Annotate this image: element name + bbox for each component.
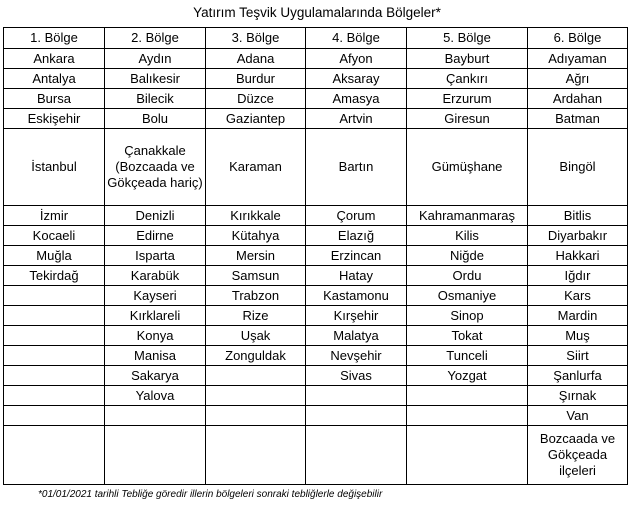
table-row bbox=[4, 426, 628, 485]
table-cell: Çankırı bbox=[407, 69, 528, 89]
header-region-4: 4. Bölge bbox=[306, 28, 407, 49]
table-cell: Kars bbox=[528, 286, 628, 306]
table-cell: Karaman bbox=[206, 129, 306, 206]
table-row bbox=[4, 129, 628, 206]
table-header bbox=[4, 28, 628, 49]
table-cell: Zonguldak bbox=[206, 346, 306, 366]
table-cell: Hatay bbox=[306, 266, 407, 286]
table-cell: Amasya bbox=[306, 89, 407, 109]
table-cell: Kütahya bbox=[206, 226, 306, 246]
table-cell bbox=[4, 406, 105, 426]
table-cell: Artvin bbox=[306, 109, 407, 129]
table-cell: Burdur bbox=[206, 69, 306, 89]
table-cell bbox=[105, 426, 206, 485]
table-cell bbox=[407, 406, 528, 426]
table-cell: Ağrı bbox=[528, 69, 628, 89]
table-cell: Ankara bbox=[4, 49, 105, 69]
table-cell: Gaziantep bbox=[206, 109, 306, 129]
table-cell: Bayburt bbox=[407, 49, 528, 69]
table-cell: Bilecik bbox=[105, 89, 206, 109]
table-cell bbox=[4, 306, 105, 326]
regions-table bbox=[3, 27, 628, 485]
table-cell: Isparta bbox=[105, 246, 206, 266]
table-cell: Osmaniye bbox=[407, 286, 528, 306]
table-cell: Diyarbakır bbox=[528, 226, 628, 246]
table-cell: Samsun bbox=[206, 266, 306, 286]
table-cell: İstanbul bbox=[4, 129, 105, 206]
table-cell bbox=[306, 406, 407, 426]
table-cell: Elazığ bbox=[306, 226, 407, 246]
table-cell: Şırnak bbox=[528, 386, 628, 406]
table-cell bbox=[105, 406, 206, 426]
table-cell bbox=[4, 366, 105, 386]
table-cell: İzmir bbox=[4, 206, 105, 226]
table-cell: Konya bbox=[105, 326, 206, 346]
table-cell: Kayseri bbox=[105, 286, 206, 306]
table-cell: Giresun bbox=[407, 109, 528, 129]
table-row bbox=[4, 366, 628, 386]
table-row bbox=[4, 246, 628, 266]
table-cell bbox=[4, 426, 105, 485]
table-cell: Yalova bbox=[105, 386, 206, 406]
table-cell: Erzincan bbox=[306, 246, 407, 266]
table-cell: Iğdır bbox=[528, 266, 628, 286]
table-cell: Muş bbox=[528, 326, 628, 346]
table-cell: Nevşehir bbox=[306, 346, 407, 366]
table-cell: Tokat bbox=[407, 326, 528, 346]
table-cell: Van bbox=[528, 406, 628, 426]
table-cell: Sakarya bbox=[105, 366, 206, 386]
table-cell bbox=[4, 346, 105, 366]
table-cell bbox=[306, 426, 407, 485]
table-cell: Bursa bbox=[4, 89, 105, 109]
table-title: Yatırım Teşvik Uygulamalarında Bölgeler* bbox=[193, 5, 441, 20]
table-cell: Çanakkale (Bozcaada ve Gökçeada hariç) bbox=[105, 129, 206, 206]
table-row bbox=[4, 326, 628, 346]
table-cell: Balıkesir bbox=[105, 69, 206, 89]
table-cell: Manisa bbox=[105, 346, 206, 366]
table-cell: Şanlurfa bbox=[528, 366, 628, 386]
table-cell bbox=[306, 386, 407, 406]
table-row bbox=[4, 346, 628, 366]
table-cell: Ardahan bbox=[528, 89, 628, 109]
table-cell: Bartın bbox=[306, 129, 407, 206]
table-cell: Çorum bbox=[306, 206, 407, 226]
table-cell: Aydın bbox=[105, 49, 206, 69]
table-cell: Afyon bbox=[306, 49, 407, 69]
table-cell bbox=[4, 386, 105, 406]
table-cell bbox=[206, 366, 306, 386]
table-cell: Mardin bbox=[528, 306, 628, 326]
header-region-2: 2. Bölge bbox=[105, 28, 206, 49]
table-cell: Adıyaman bbox=[528, 49, 628, 69]
table-cell: Erzurum bbox=[407, 89, 528, 109]
header-region-3: 3. Bölge bbox=[206, 28, 306, 49]
table-cell: Yozgat bbox=[407, 366, 528, 386]
table-cell: Kırşehir bbox=[306, 306, 407, 326]
table-cell: Karabük bbox=[105, 266, 206, 286]
header-row bbox=[4, 28, 628, 49]
table-cell: Ordu bbox=[407, 266, 528, 286]
table-cell: Niğde bbox=[407, 246, 528, 266]
footnote: *01/01/2021 tarihli Tebliğe göredir illerin bölgeleri sonraki tebliğlerle değişebilir bbox=[38, 489, 383, 500]
table-cell: Uşak bbox=[206, 326, 306, 346]
table-cell: Düzce bbox=[206, 89, 306, 109]
table-row bbox=[4, 49, 628, 69]
table-cell: Kilis bbox=[407, 226, 528, 246]
table-cell: Antalya bbox=[4, 69, 105, 89]
table-cell bbox=[407, 426, 528, 485]
table-cell: Bozcaada ve Gökçeada ilçeleri bbox=[528, 426, 628, 485]
table-cell: Tunceli bbox=[407, 346, 528, 366]
table-cell bbox=[4, 286, 105, 306]
table-cell: Eskişehir bbox=[4, 109, 105, 129]
table-cell bbox=[407, 386, 528, 406]
table-row bbox=[4, 266, 628, 286]
header-region-6: 6. Bölge bbox=[528, 28, 628, 49]
table-cell: Bingöl bbox=[528, 129, 628, 206]
table-cell bbox=[206, 386, 306, 406]
table-row bbox=[4, 89, 628, 109]
table-cell: Kahramanmaraş bbox=[407, 206, 528, 226]
table-row bbox=[4, 286, 628, 306]
table-cell: Kırıkkale bbox=[206, 206, 306, 226]
table-cell bbox=[206, 426, 306, 485]
table-row bbox=[4, 69, 628, 89]
table-cell: Bitlis bbox=[528, 206, 628, 226]
table-row bbox=[4, 206, 628, 226]
table-cell: Gümüşhane bbox=[407, 129, 528, 206]
table-cell: Muğla bbox=[4, 246, 105, 266]
table-cell: Aksaray bbox=[306, 69, 407, 89]
table-row bbox=[4, 109, 628, 129]
table-cell: Tekirdağ bbox=[4, 266, 105, 286]
table-row bbox=[4, 306, 628, 326]
table-cell: Rize bbox=[206, 306, 306, 326]
table-cell: Kastamonu bbox=[306, 286, 407, 306]
table-cell: Denizli bbox=[105, 206, 206, 226]
table-cell bbox=[4, 326, 105, 346]
table-cell: Malatya bbox=[306, 326, 407, 346]
table-cell: Hakkari bbox=[528, 246, 628, 266]
table-cell: Bolu bbox=[105, 109, 206, 129]
header-region-1: 1. Bölge bbox=[4, 28, 105, 49]
table-cell: Mersin bbox=[206, 246, 306, 266]
table-row bbox=[4, 386, 628, 406]
table-cell: Trabzon bbox=[206, 286, 306, 306]
table-cell bbox=[206, 406, 306, 426]
table-cell: Edirne bbox=[105, 226, 206, 246]
table-cell: Kocaeli bbox=[4, 226, 105, 246]
table-cell: Adana bbox=[206, 49, 306, 69]
table-cell: Sinop bbox=[407, 306, 528, 326]
table-cell: Kırklareli bbox=[105, 306, 206, 326]
table-row bbox=[4, 406, 628, 426]
table-cell: Batman bbox=[528, 109, 628, 129]
table-cell: Siirt bbox=[528, 346, 628, 366]
table-cell: Sivas bbox=[306, 366, 407, 386]
header-region-5: 5. Bölge bbox=[407, 28, 528, 49]
table-body bbox=[4, 49, 628, 485]
table-row bbox=[4, 226, 628, 246]
